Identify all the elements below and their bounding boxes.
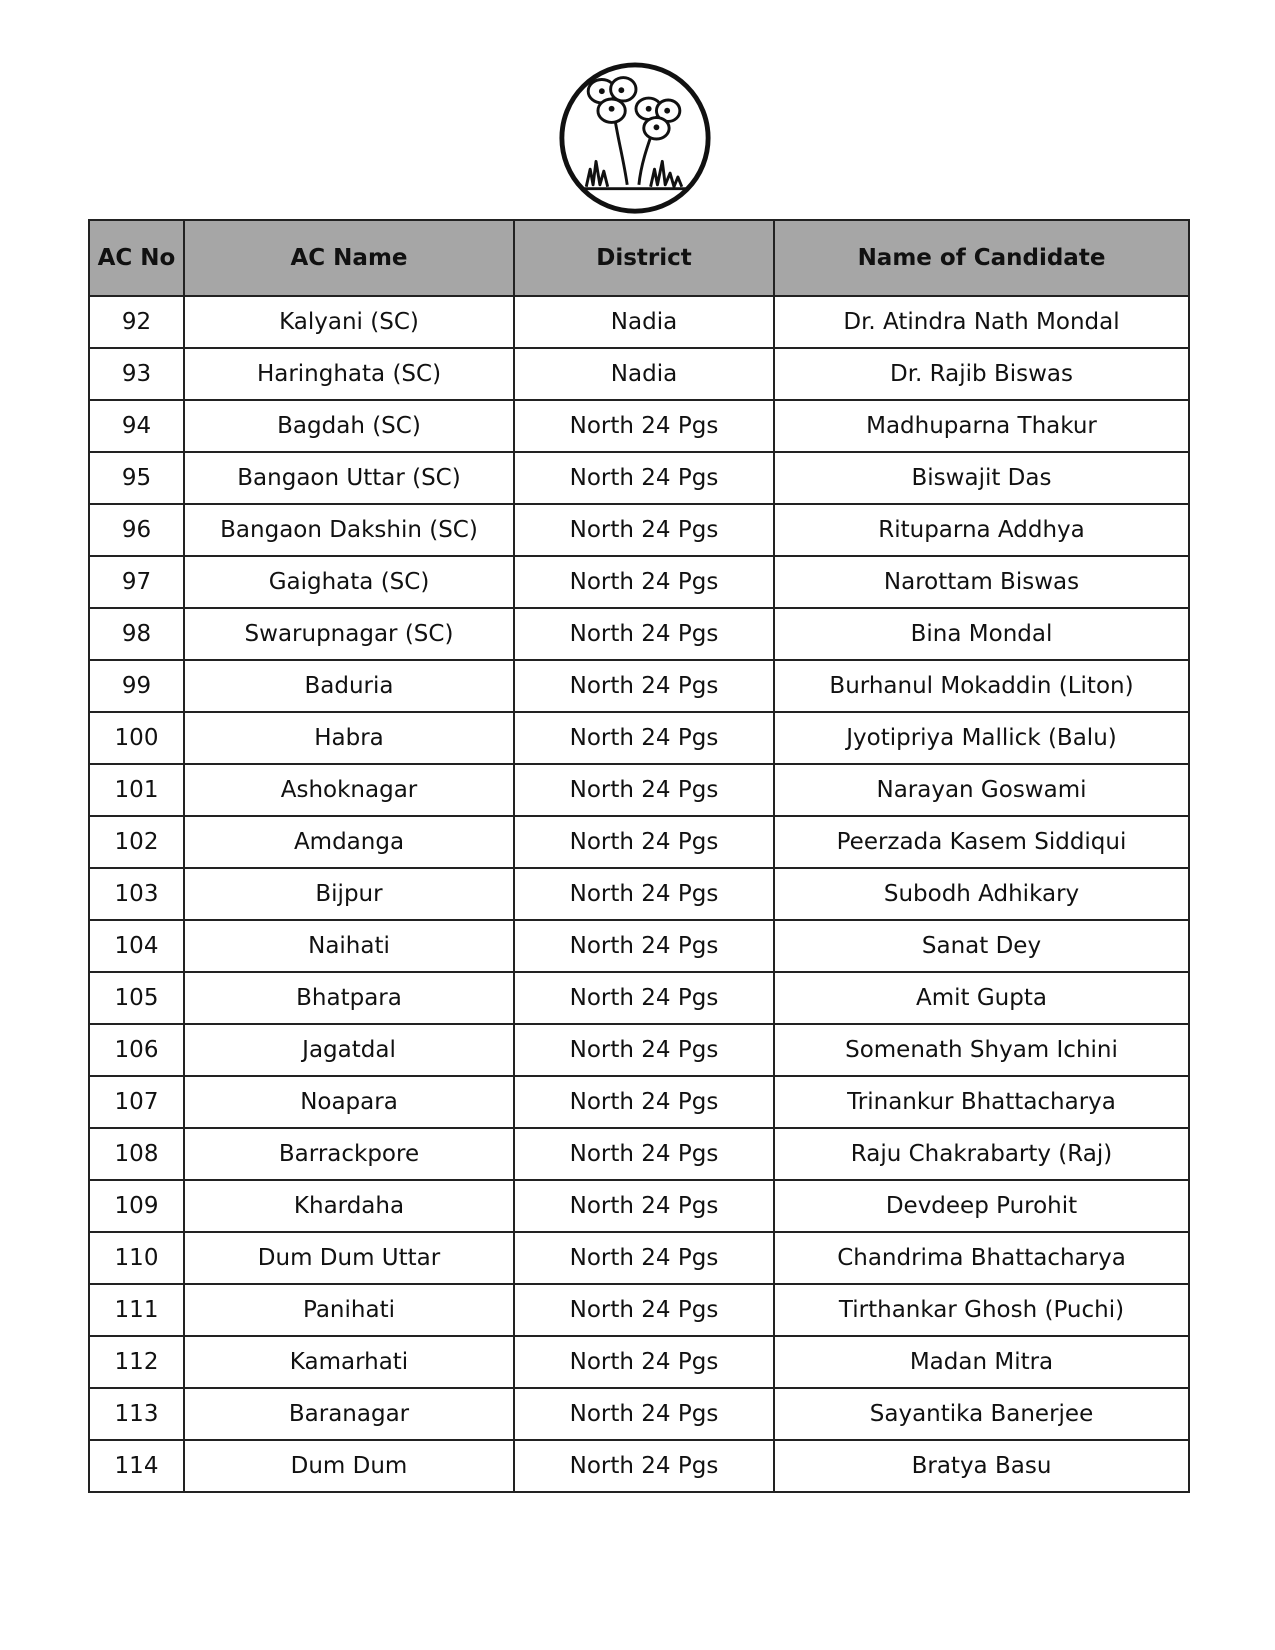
cell-candidate: Peerzada Kasem Siddiqui	[774, 816, 1189, 868]
table-row	[89, 348, 1189, 400]
cell-ac-name: Baduria	[184, 660, 514, 712]
cell-district: North 24 Pgs	[514, 816, 774, 868]
cell-ac-name: Barrackpore	[184, 1128, 514, 1180]
table-row	[89, 660, 1189, 712]
cell-candidate: Madhuparna Thakur	[774, 400, 1189, 452]
cell-ac-no: 114	[89, 1440, 184, 1492]
table-row	[89, 1232, 1189, 1284]
cell-district: North 24 Pgs	[514, 1232, 774, 1284]
cell-ac-no: 99	[89, 660, 184, 712]
cell-ac-no: 108	[89, 1128, 184, 1180]
cell-ac-name: Gaighata (SC)	[184, 556, 514, 608]
table-row	[89, 1024, 1189, 1076]
cell-district: North 24 Pgs	[514, 452, 774, 504]
cell-candidate: Narayan Goswami	[774, 764, 1189, 816]
cell-district: North 24 Pgs	[514, 504, 774, 556]
header-district: District	[514, 220, 774, 296]
cell-ac-name: Dum Dum Uttar	[184, 1232, 514, 1284]
cell-candidate: Jyotipriya Mallick (Balu)	[774, 712, 1189, 764]
cell-district: Nadia	[514, 348, 774, 400]
cell-ac-name: Swarupnagar (SC)	[184, 608, 514, 660]
cell-candidate: Sayantika Banerjee	[774, 1388, 1189, 1440]
cell-candidate: Tirthankar Ghosh (Puchi)	[774, 1284, 1189, 1336]
cell-ac-name: Panihati	[184, 1284, 514, 1336]
cell-district: North 24 Pgs	[514, 764, 774, 816]
cell-ac-name: Dum Dum	[184, 1440, 514, 1492]
table-row	[89, 1076, 1189, 1128]
header-candidate: Name of Candidate	[774, 220, 1189, 296]
table-row	[89, 504, 1189, 556]
cell-ac-no: 96	[89, 504, 184, 556]
table-row	[89, 452, 1189, 504]
header-ac-no: AC No	[89, 220, 184, 296]
cell-ac-no: 112	[89, 1336, 184, 1388]
cell-district: Nadia	[514, 296, 774, 348]
header-row	[89, 220, 1189, 296]
cell-ac-no: 97	[89, 556, 184, 608]
cell-ac-name: Habra	[184, 712, 514, 764]
cell-ac-no: 100	[89, 712, 184, 764]
cell-district: North 24 Pgs	[514, 1076, 774, 1128]
cell-ac-no: 106	[89, 1024, 184, 1076]
cell-candidate: Sanat Dey	[774, 920, 1189, 972]
cell-candidate: Madan Mitra	[774, 1336, 1189, 1388]
table-row	[89, 1440, 1189, 1492]
table-row	[89, 608, 1189, 660]
table-row	[89, 1180, 1189, 1232]
table-row	[89, 1128, 1189, 1180]
cell-candidate: Amit Gupta	[774, 972, 1189, 1024]
cell-ac-no: 113	[89, 1388, 184, 1440]
table-row	[89, 920, 1189, 972]
cell-district: North 24 Pgs	[514, 1128, 774, 1180]
table-row	[89, 712, 1189, 764]
cell-candidate: Devdeep Purohit	[774, 1180, 1189, 1232]
cell-district: North 24 Pgs	[514, 556, 774, 608]
cell-candidate: Biswajit Das	[774, 452, 1189, 504]
cell-ac-name: Bhatpara	[184, 972, 514, 1024]
cell-ac-name: Noapara	[184, 1076, 514, 1128]
cell-candidate: Subodh Adhikary	[774, 868, 1189, 920]
cell-candidate: Raju Chakrabarty (Raj)	[774, 1128, 1189, 1180]
cell-ac-name: Naihati	[184, 920, 514, 972]
cell-ac-name: Haringhata (SC)	[184, 348, 514, 400]
cell-district: North 24 Pgs	[514, 1284, 774, 1336]
cell-candidate: Narottam Biswas	[774, 556, 1189, 608]
table-row	[89, 400, 1189, 452]
cell-district: North 24 Pgs	[514, 400, 774, 452]
cell-candidate: Bratya Basu	[774, 1440, 1189, 1492]
cell-ac-name: Jagatdal	[184, 1024, 514, 1076]
table-row	[89, 816, 1189, 868]
cell-ac-no: 101	[89, 764, 184, 816]
cell-district: North 24 Pgs	[514, 712, 774, 764]
cell-ac-name: Kamarhati	[184, 1336, 514, 1388]
cell-ac-no: 102	[89, 816, 184, 868]
candidate-table	[88, 219, 1190, 1493]
cell-ac-no: 109	[89, 1180, 184, 1232]
table-row	[89, 972, 1189, 1024]
cell-district: North 24 Pgs	[514, 1180, 774, 1232]
cell-ac-name: Bangaon Uttar (SC)	[184, 452, 514, 504]
cell-district: North 24 Pgs	[514, 920, 774, 972]
cell-candidate: Trinankur Bhattacharya	[774, 1076, 1189, 1128]
cell-district: North 24 Pgs	[514, 660, 774, 712]
cell-ac-name: Bangaon Dakshin (SC)	[184, 504, 514, 556]
cell-district: North 24 Pgs	[514, 1440, 774, 1492]
cell-ac-name: Bagdah (SC)	[184, 400, 514, 452]
cell-district: North 24 Pgs	[514, 608, 774, 660]
table-row	[89, 1284, 1189, 1336]
cell-ac-no: 111	[89, 1284, 184, 1336]
cell-ac-name: Ashoknagar	[184, 764, 514, 816]
table-row	[89, 764, 1189, 816]
cell-district: North 24 Pgs	[514, 1336, 774, 1388]
cell-ac-name: Kalyani (SC)	[184, 296, 514, 348]
table-row	[89, 556, 1189, 608]
cell-candidate: Dr. Rajib Biswas	[774, 348, 1189, 400]
cell-candidate: Chandrima Bhattacharya	[774, 1232, 1189, 1284]
cell-candidate: Rituparna Addhya	[774, 504, 1189, 556]
cell-ac-no: 103	[89, 868, 184, 920]
cell-district: North 24 Pgs	[514, 868, 774, 920]
cell-ac-no: 92	[89, 296, 184, 348]
cell-candidate: Bina Mondal	[774, 608, 1189, 660]
cell-ac-name: Amdanga	[184, 816, 514, 868]
table-row	[89, 868, 1189, 920]
cell-candidate: Dr. Atindra Nath Mondal	[774, 296, 1189, 348]
cell-district: North 24 Pgs	[514, 1388, 774, 1440]
cell-ac-no: 107	[89, 1076, 184, 1128]
cell-ac-name: Khardaha	[184, 1180, 514, 1232]
cell-district: North 24 Pgs	[514, 1024, 774, 1076]
cell-ac-no: 105	[89, 972, 184, 1024]
cell-ac-no: 110	[89, 1232, 184, 1284]
cell-district: North 24 Pgs	[514, 972, 774, 1024]
cell-ac-no: 93	[89, 348, 184, 400]
cell-ac-no: 94	[89, 400, 184, 452]
cell-ac-no: 95	[89, 452, 184, 504]
party-emblem-logo	[557, 60, 713, 216]
cell-ac-name: Baranagar	[184, 1388, 514, 1440]
cell-ac-no: 104	[89, 920, 184, 972]
cell-ac-name: Bijpur	[184, 868, 514, 920]
header-ac-name: AC Name	[184, 220, 514, 296]
cell-candidate: Burhanul Mokaddin (Liton)	[774, 660, 1189, 712]
cell-candidate: Somenath Shyam Ichini	[774, 1024, 1189, 1076]
table-row	[89, 1388, 1189, 1440]
cell-ac-no: 98	[89, 608, 184, 660]
table-row	[89, 296, 1189, 348]
table-row	[89, 1336, 1189, 1388]
